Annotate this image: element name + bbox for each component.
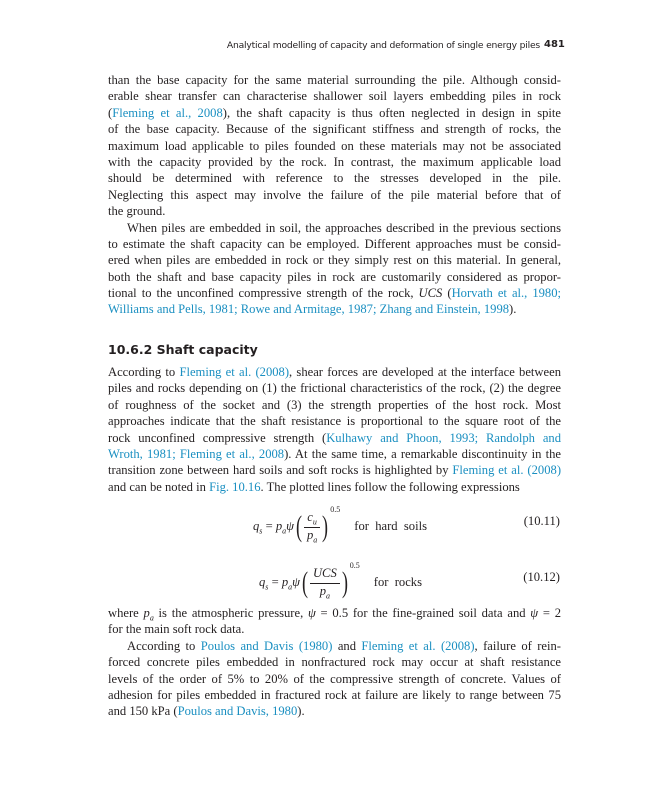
text-line bbox=[108, 446, 561, 462]
text-line bbox=[108, 621, 561, 637]
eq-exponent: 0.5 bbox=[330, 505, 341, 514]
eq-equals: = bbox=[268, 575, 282, 589]
text-span: ψ bbox=[307, 606, 316, 620]
text-span: ). bbox=[297, 704, 305, 719]
text-line bbox=[108, 479, 561, 495]
text-span: of roughness of the socket and (3) the strength properties of the host rock. Most bbox=[108, 397, 561, 412]
text-span: , failure of rein- bbox=[474, 638, 561, 653]
text-line bbox=[108, 121, 561, 137]
body-text-middle bbox=[108, 364, 561, 495]
equation-number: (10.12) bbox=[523, 570, 560, 584]
text-span: should be determined with reference to the stresses developed in the pile. bbox=[108, 171, 561, 186]
text-line bbox=[108, 671, 561, 687]
eq-fraction bbox=[304, 510, 320, 544]
eq-lhs: q bbox=[259, 575, 266, 589]
text-span: ( bbox=[442, 286, 452, 301]
text-span: and can be noted in bbox=[108, 479, 210, 494]
eq-pa-sub: a bbox=[288, 582, 293, 592]
text-span: When piles are embedded in soil, the approaches described in the previous sections bbox=[127, 220, 561, 235]
eq-pa: p bbox=[275, 519, 283, 533]
text-line bbox=[108, 703, 561, 719]
eq-den-text: p bbox=[306, 527, 314, 542]
text-span: maximum load applicable to piles founded on these materials may not be associated bbox=[108, 138, 561, 153]
section-heading: 10.6.2 Shaft capacity bbox=[108, 342, 258, 357]
eq-psi: ψ bbox=[292, 575, 300, 589]
eq-condition: for rocks bbox=[373, 575, 423, 589]
left-paren-icon: ( bbox=[295, 510, 302, 544]
text-span: ered when piles are embedded in rock or they simply rest on this material. In general, bbox=[108, 253, 561, 268]
citation-link[interactable]: Fleming et al. (2008) bbox=[179, 365, 290, 379]
citation-link[interactable]: Horvath et al., 1980; bbox=[451, 286, 561, 301]
text-line bbox=[108, 380, 561, 396]
text-span: erable shear transfer can characterise shallower soil layers embedding piles in rock bbox=[108, 89, 561, 104]
text-line bbox=[108, 413, 561, 429]
eq-lhs-sub: s bbox=[265, 582, 269, 592]
text-line bbox=[108, 285, 561, 301]
citation-link[interactable]: Fleming et al. (2008) bbox=[452, 463, 561, 478]
text-line bbox=[108, 138, 561, 154]
text-line bbox=[108, 605, 561, 621]
citation-link[interactable]: Fleming et al. (2008) bbox=[361, 638, 475, 653]
text-line bbox=[108, 105, 561, 121]
text-line bbox=[108, 187, 561, 203]
running-header: Analytical modelling of capacity and deformation of single energy piles bbox=[226, 40, 540, 51]
text-line bbox=[108, 397, 561, 413]
text-span: ψ bbox=[530, 606, 539, 620]
equation-10-11 bbox=[253, 505, 427, 544]
eq-exponent: 0.5 bbox=[349, 561, 360, 570]
text-line bbox=[108, 654, 561, 670]
text-span: with the capacity provided by the rock. In contrast, the maximum applicable load bbox=[108, 154, 561, 169]
text-span: According to bbox=[108, 365, 180, 379]
eq-num-text: UCS bbox=[312, 566, 337, 581]
text-span: and 150 kPa ( bbox=[108, 704, 178, 719]
eq-pa: p bbox=[281, 575, 289, 589]
citation-link[interactable]: Fig. 10.16 bbox=[209, 479, 261, 494]
eq-numerator bbox=[304, 510, 320, 528]
text-span: piles and rocks depending on (1) the frictional characteristics of the rock, (2) the degree bbox=[108, 381, 561, 396]
text-span: , shear forces are developed at the interface between bbox=[289, 365, 561, 379]
text-span: = 0.5 for the fine-grained soil data and bbox=[315, 606, 531, 620]
text-span: the ground. bbox=[108, 204, 166, 219]
text-line bbox=[108, 154, 561, 170]
text-line bbox=[108, 252, 561, 268]
text-line bbox=[108, 687, 561, 703]
citation-link[interactable]: Fleming et al., 2008 bbox=[112, 105, 223, 120]
eq-numerator bbox=[310, 566, 340, 584]
eq-denominator bbox=[304, 528, 320, 545]
text-span: a bbox=[149, 613, 154, 622]
text-span: rock unconfined compressive strength ( bbox=[108, 430, 327, 445]
text-span: and bbox=[332, 638, 362, 653]
text-span: transition zone between hard soils and soft rocks is highlighted by bbox=[108, 463, 453, 478]
page-number: 481 bbox=[544, 39, 565, 50]
equation-10-12 bbox=[259, 561, 422, 600]
eq-fraction bbox=[310, 566, 340, 600]
text-line bbox=[108, 203, 561, 219]
text-span: ). At the same time, a remarkable discontinuity in the bbox=[284, 446, 561, 461]
citation-link[interactable]: Kulhawy and Phoon, 1993; Randolph and bbox=[326, 430, 561, 445]
text-span: where bbox=[108, 606, 144, 620]
text-span: ( bbox=[108, 105, 113, 120]
text-span: According to bbox=[127, 638, 201, 653]
eq-num-text: c bbox=[307, 510, 313, 525]
right-paren-icon: ) bbox=[322, 510, 329, 544]
text-span: Neglecting this aspect may involve the failure of the pile material before that of bbox=[108, 187, 561, 202]
text-line bbox=[108, 462, 561, 478]
eq-denominator bbox=[310, 584, 340, 601]
body-text-top bbox=[108, 72, 561, 318]
text-span: ). bbox=[509, 302, 517, 317]
text-line bbox=[108, 364, 561, 380]
eq-condition: for hard soils bbox=[354, 519, 428, 533]
text-span: ), the shaft capacity is thus often neglected in design in spite bbox=[222, 105, 561, 120]
text-span: than the base capacity for the same material surrounding the pile. Although consid- bbox=[108, 73, 561, 87]
text-line bbox=[108, 301, 561, 317]
text-line bbox=[108, 638, 561, 654]
text-line bbox=[108, 72, 561, 88]
text-span: of the base capacity. Because of the significant stiffness and strength of rocks, the bbox=[108, 122, 561, 137]
text-span: levels of the order of 5% to 20% of the compressive strength of concrete. Values of bbox=[108, 671, 561, 686]
eq-den-text: p bbox=[319, 583, 326, 598]
eq-den-sub: a bbox=[313, 535, 318, 545]
eq-num-sub: u bbox=[312, 517, 317, 527]
citation-link[interactable]: Poulos and Davis, 1980 bbox=[177, 704, 298, 719]
equation-number: (10.11) bbox=[523, 514, 560, 528]
text-line bbox=[108, 88, 561, 104]
text-span: p bbox=[143, 606, 150, 620]
eq-den-sub: a bbox=[326, 591, 330, 601]
text-line bbox=[108, 236, 561, 252]
text-span: to estimate the shaft capacity can be employed. Different approaches must be consid- bbox=[108, 236, 561, 251]
body-text-bottom bbox=[108, 605, 561, 720]
text-span: forced concrete piles embedded in nonfractured rock may occur at shaft resistance bbox=[108, 655, 561, 670]
left-paren-icon: ( bbox=[301, 566, 308, 600]
text-span: approaches indicate that the shaft resistance is proportional to the square root of the bbox=[108, 414, 561, 429]
text-span: = 2 bbox=[538, 606, 561, 620]
text-span: tional to the unconfined compressive strength of the rock, bbox=[108, 286, 419, 301]
eq-psi: ψ bbox=[286, 519, 294, 533]
text-line bbox=[108, 430, 561, 446]
citation-link[interactable]: Williams and Pells, 1981; Rowe and Armitage, 1987; Zhang and Einstein, 1998 bbox=[108, 302, 510, 317]
text-span: for the main soft rock data. bbox=[108, 622, 245, 637]
text-line bbox=[108, 220, 561, 236]
eq-pa-sub: a bbox=[282, 526, 287, 536]
text-line bbox=[108, 269, 561, 285]
right-paren-icon: ) bbox=[341, 566, 348, 600]
citation-link[interactable]: Wroth, 1981; Fleming et al., 2008 bbox=[108, 446, 285, 461]
text-line bbox=[108, 170, 561, 186]
eq-equals: = bbox=[262, 519, 276, 533]
text-span: UCS bbox=[418, 286, 443, 301]
eq-lhs-sub: s bbox=[259, 526, 263, 536]
text-span: both the shaft and base capacity piles in rock are customarily considered as propor- bbox=[108, 269, 561, 284]
text-span: . The plotted lines follow the following expressions bbox=[260, 479, 520, 494]
citation-link[interactable]: Poulos and Davis (1980) bbox=[200, 638, 333, 653]
eq-lhs: q bbox=[253, 519, 260, 533]
text-span: is the atmospheric pressure, bbox=[153, 606, 308, 620]
text-span: adhesion for piles embedded in fractured rock at failure are likely to range between 75 bbox=[108, 687, 561, 702]
